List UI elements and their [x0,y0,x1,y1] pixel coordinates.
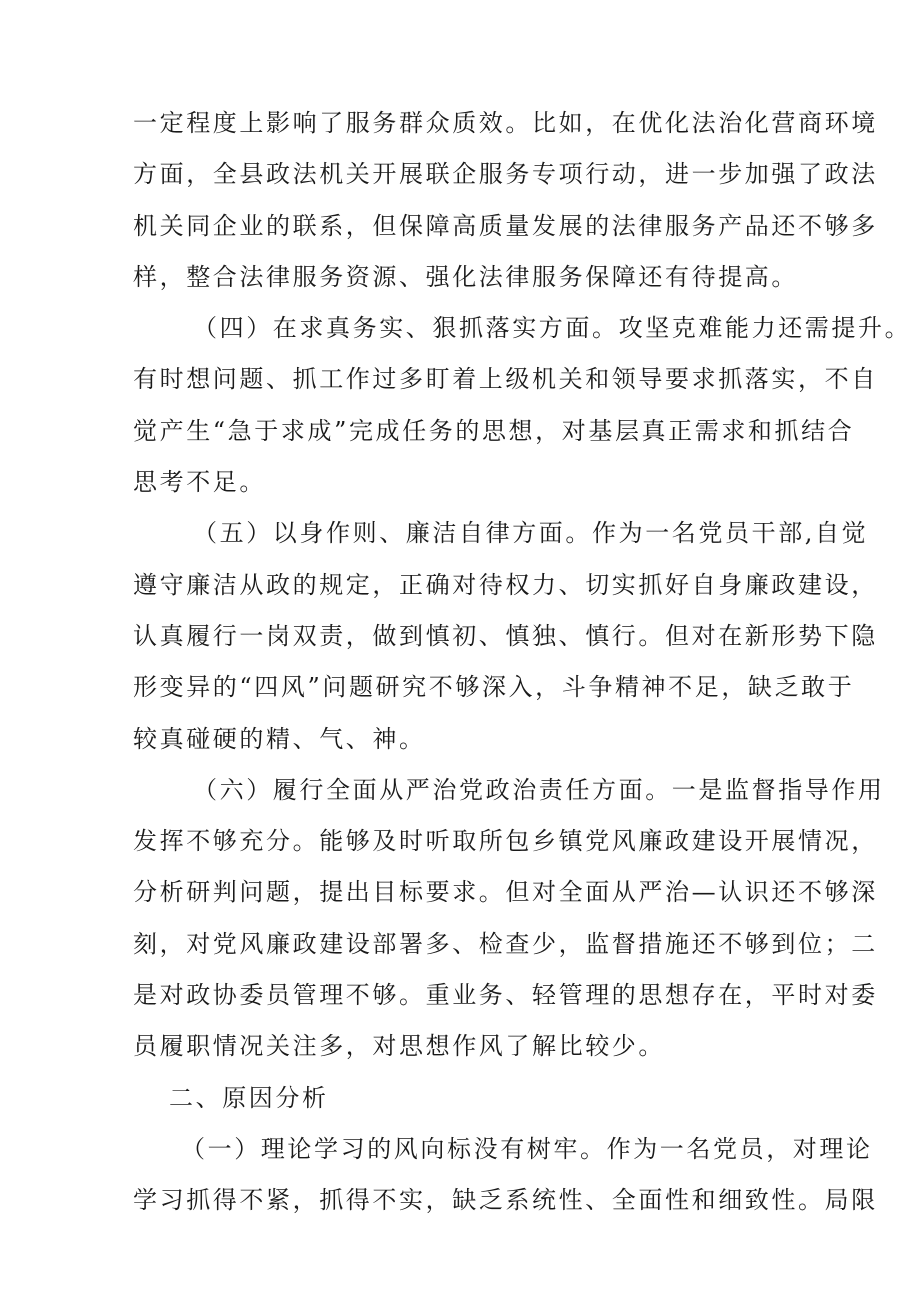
text-line: 一定程度上影响了服务群众质效。比如，在优化法治化营商环境 [133,109,878,137]
text-line: 分析研判问题，提出目标要求。但对全面从严治—认识还不够深 [133,878,878,907]
text-line: 遵守廉洁从政的规定，正确对待权力、切实抓好自身廉政建设， [133,570,878,599]
text-line: 觉产生“急于求成”完成任务的思想，对基层真正需求和抓结合 [133,416,855,445]
paragraph-heading-6: （六）履行全面从严治党政治责任方面。一是监督指导作用 [193,775,885,804]
paragraph-heading-5: （五）以身作则、廉洁自律方面。作为一名党员干部,自觉 [193,519,869,548]
text-line: 是对政协委员管理不够。重业务、轻管理的思想存在，平时对委 [133,981,878,1010]
text-line: 较真碰硬的精、气、神。 [133,724,426,753]
text-line: 形变异的“四风”问题研究不够深入，斗争精神不足，缺乏敢于 [133,673,855,702]
text-line: 员履职情况关注多，对思想作风了解比较少。 [133,1032,665,1061]
section-heading: 二、原因分析 [169,1083,329,1112]
text-line: 思考不足。 [133,468,266,497]
text-line: 有时想问题、抓工作过多盯着上级机关和领导要求抓落实，不自 [133,365,878,394]
text-line: 学习抓得不紧，抓得不实，缺乏系统性、全面性和细致性。局限 [133,1186,878,1215]
text-line: 样，整合法律服务资源、强化法律服务保障还有待提高。 [133,262,798,291]
text-line: 方面，全县政法机关开展联企服务专项行动，进一步加强了政法 [133,160,878,189]
text-line: 发挥不够充分。能够及时听取所包乡镇党风廉政建设开展情况， [133,827,878,856]
text-line: 刻，对党风廉政建设部署多、检查少，监督措施还不够到位；二 [133,929,878,958]
text-line: 认真履行一岗双责，做到慎初、慎独、慎行。但对在新形势下隐 [133,621,878,650]
paragraph-heading-1: （一）理论学习的风向标没有树牢。作为一名党员，对理论 [181,1134,873,1163]
paragraph-heading-4: （四）在求真务实、狠抓落实方面。攻坚克难能力还需提升。 [193,314,912,343]
document-body [133,98,912,1227]
text-line: 机关同企业的联系，但保障高质量发展的法律服务产品还不够多 [133,211,878,240]
